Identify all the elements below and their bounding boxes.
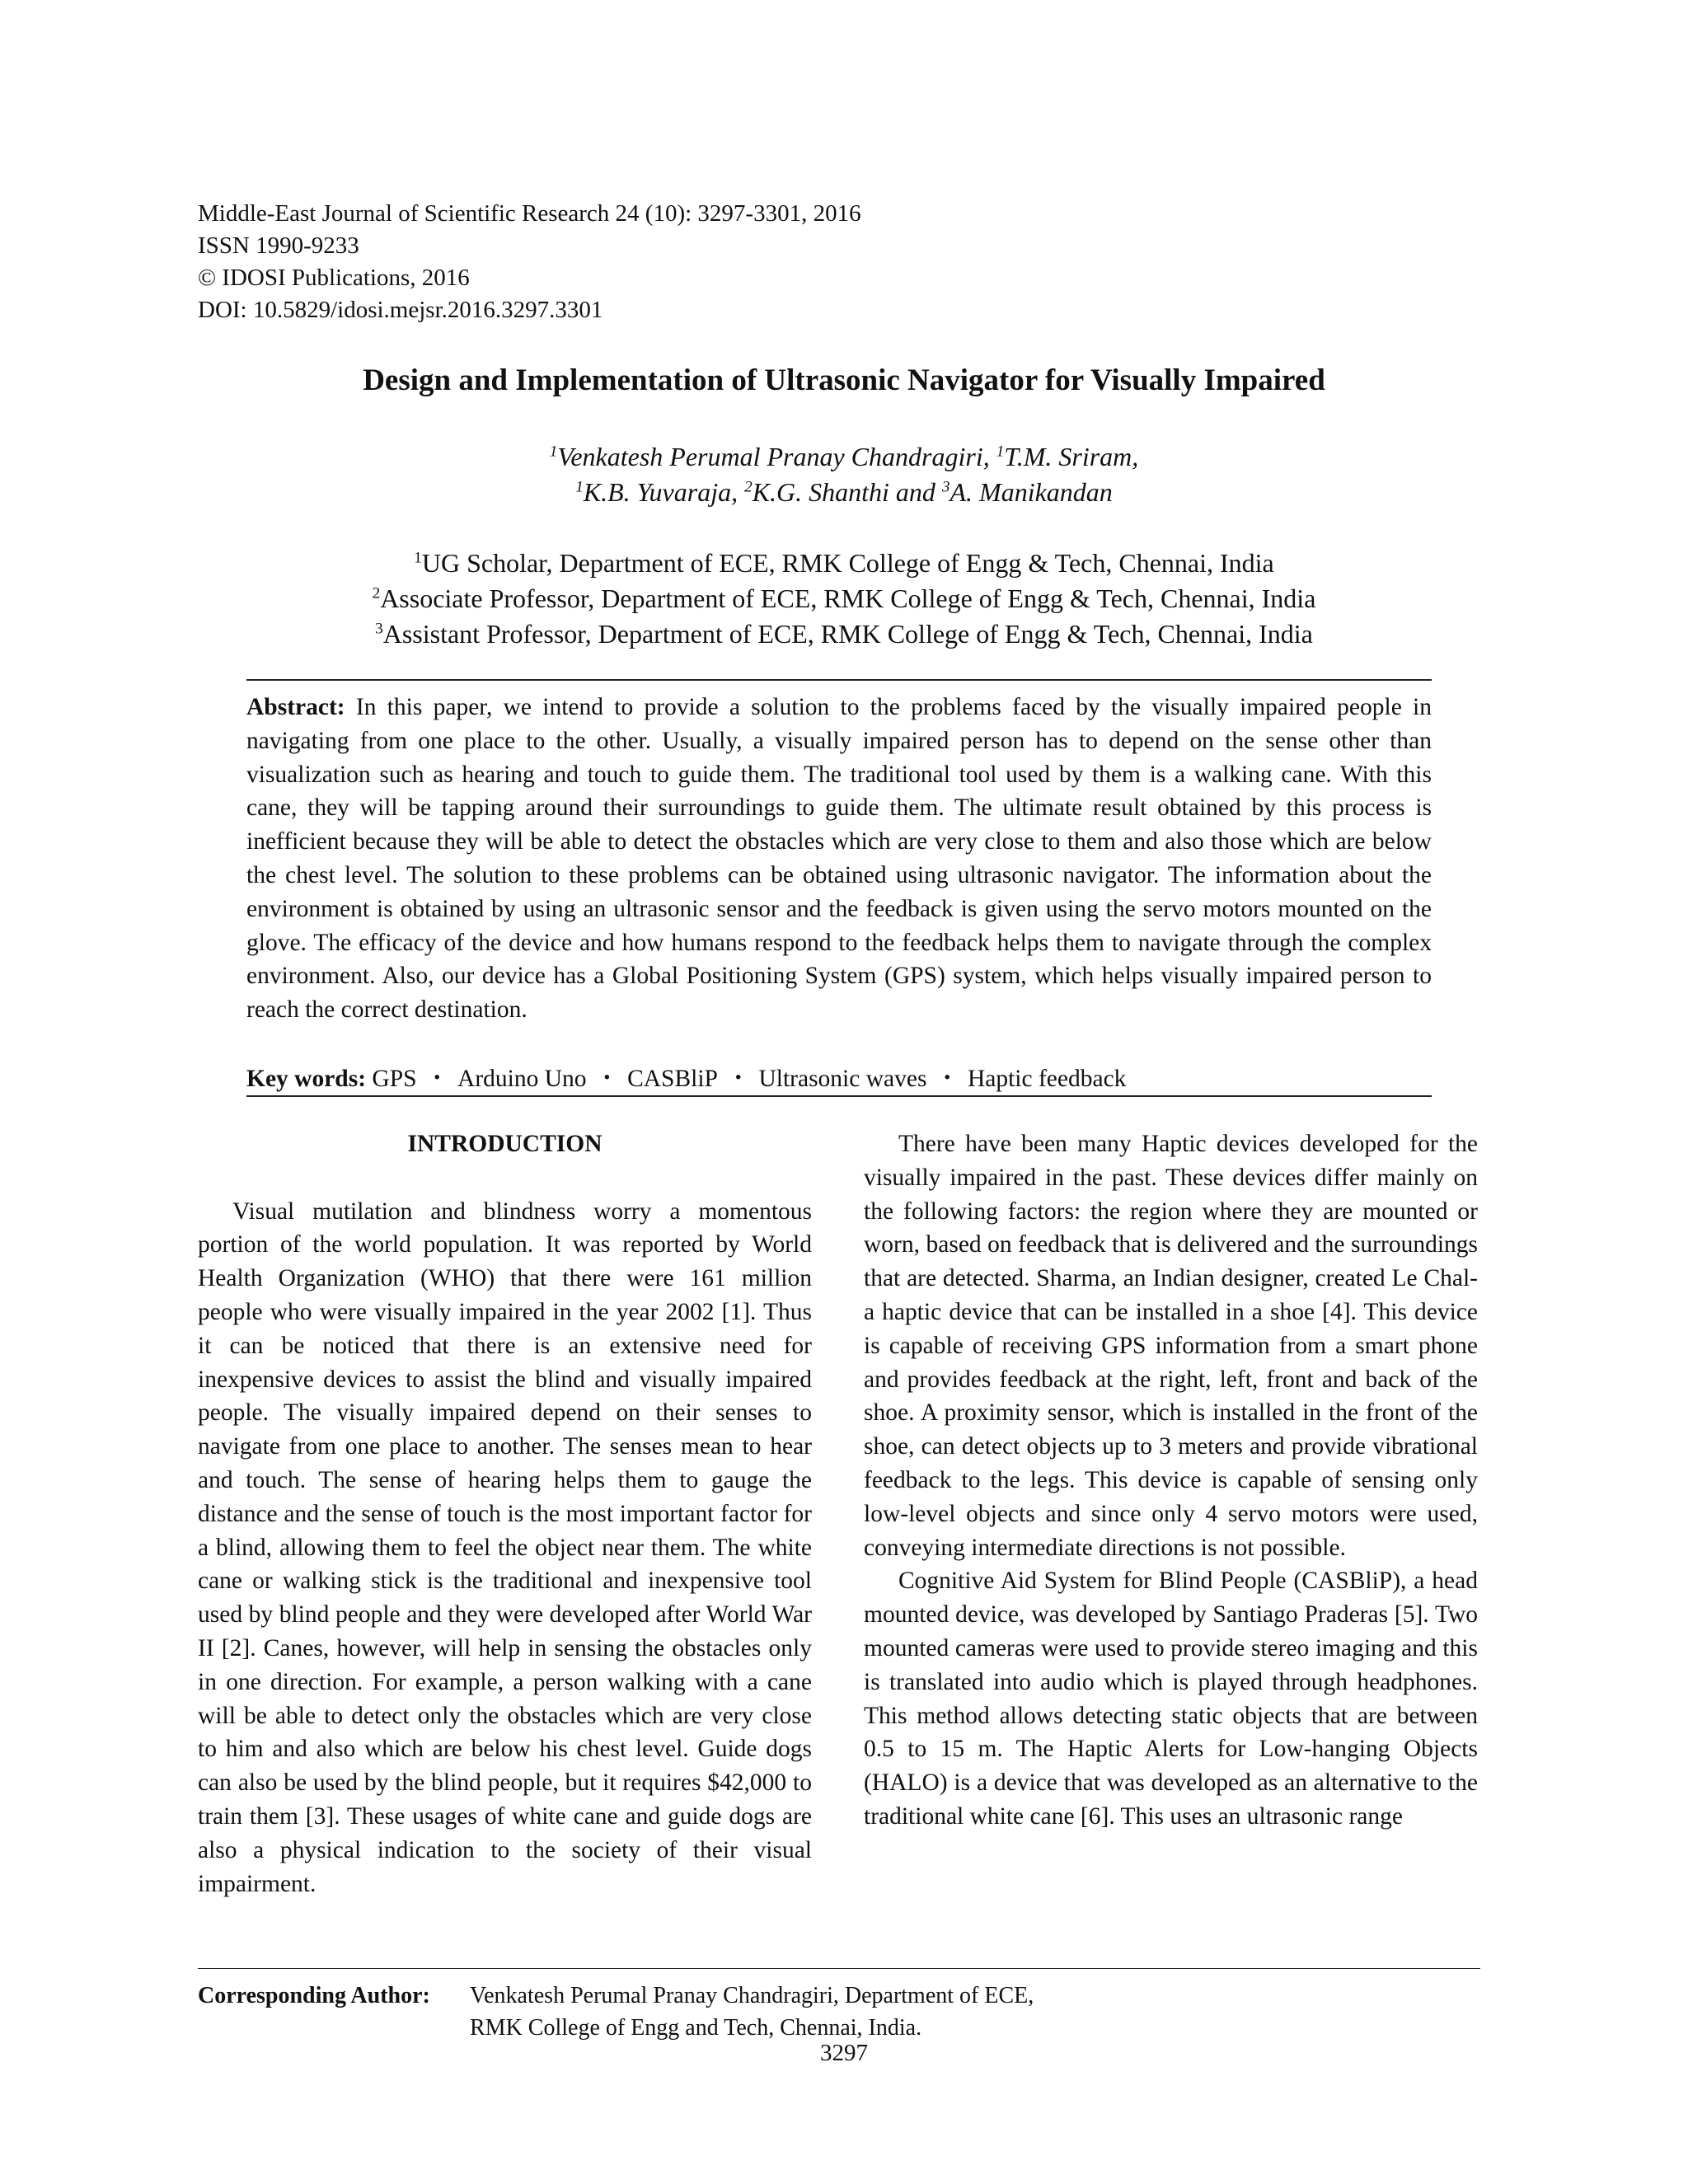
abstract-top-rule <box>246 679 1432 681</box>
affiliation-sup: 1 <box>414 549 422 567</box>
author-name: T.M. Sriram, <box>1004 442 1139 471</box>
doi: DOI: 10.5829/idosi.mejsr.2016.3297.3301 <box>198 297 603 323</box>
section-heading-introduction: INTRODUCTION <box>407 1131 603 1157</box>
author-name: Venkatesh Perumal Pranay Chandragiri, <box>557 442 996 471</box>
abstract <box>246 691 1432 1027</box>
journal-citation: Middle-East Journal of Scientific Research 24 (10): 3297-3301, 2016 <box>198 200 861 227</box>
intro-paragraph: Visual mutilation and blindness worry a momentous portion of the world population. It was reported by World Health Organization (WHO) that there were 161 million people who were visually impaired in the year 2002 [1]. Thus it can be noticed that there is an extensive need for inexpensive devices to assist the blind and visually impaired people. The visually impaired depend on their senses to navigate from one place to another. The senses mean to hear and touch. The sense of hearing helps them to gauge the distance and the sense of touch is the most important factor for a blind, allowing them to feel the object near them. The white cane or walking stick is the traditional and inexpensive tool used by blind people and they were developed after World War II [2]. Canes, however, will help in sensing the obstacles only in one direction. For example, a person walking with a cane will be able to detect only the obstacles which are very close to him and also which are below his chest level. Guide dogs can also be used by the blind people, but it requires $42,000 to train them [3]. These usages of white cane and guide dogs are also a physical indication to the society of their visual impairment. <box>198 1197 812 1897</box>
keyword: GPS <box>372 1066 417 1092</box>
affiliation-list <box>0 546 1688 652</box>
body-paragraph: There have been many Haptic devices developed for the visually impaired in the past. These devices differ mainly on the following factors: the region where they are mounted or worn, based on feedback that is delivered and the surroundings that are detected. Sharma, an Indian designer, created Le Chal- a haptic device that can be installed in a shoe [4]. This device is capable of receiving GPS information from a smart phone and provides feedback at the right, left, front and back of the shoe. A proximity sensor, which is installed in the front of the shoe, can detect objects up to 3 meters and provide vibrational feedback to the legs. This device is capable of sensing only low-level objects and since only 4 servo motors were used, conveying intermediate directions is not possible. <box>864 1131 1478 1561</box>
journal-header <box>198 198 861 326</box>
keyword: CASBliP <box>627 1066 718 1092</box>
author-sup: 1 <box>996 443 1005 461</box>
affiliation-sup: 2 <box>372 584 381 602</box>
footnote-text <box>470 1980 1034 2044</box>
affiliation-1 <box>0 546 1688 581</box>
author-sup: 1 <box>575 478 584 496</box>
keyword-separator: ・ <box>725 1066 751 1092</box>
affiliation-2 <box>0 581 1688 616</box>
right-column <box>864 1127 1478 1834</box>
publisher: © IDOSI Publications, 2016 <box>198 265 470 291</box>
keyword-separator: ・ <box>935 1066 959 1092</box>
body-paragraph: Cognitive Aid System for Blind People (CASBliP), a head mounted device, was developed by Santiago Praderas [5]. Two mounted cameras were used to provide stereo imaging and this is translated into audio which is played through headphones. This method allows detecting static objects that are between 0.5 to 15 m. The Haptic Alerts for Low-hanging Objects (HALO) is a device that was developed as an alternative to the traditional white cane [6]. This uses an ultrasonic range <box>864 1568 1478 1830</box>
keywords-bottom-rule <box>246 1095 1432 1097</box>
keywords-label: Key words: <box>246 1066 367 1092</box>
keyword-separator: ・ <box>594 1066 620 1092</box>
author-name: A. Manikandan <box>950 477 1113 507</box>
affiliation-sup: 3 <box>375 620 383 638</box>
footnote-line-1: Venkatesh Perumal Pranay Chandragiri, Department of ECE, <box>470 1983 1034 2008</box>
abstract-label: Abstract: <box>246 694 345 720</box>
author-name: K.B. Yuvaraja, <box>583 477 745 507</box>
author-list <box>0 439 1688 510</box>
author-sup: 1 <box>549 443 558 461</box>
affiliation-3 <box>0 616 1688 652</box>
author-line-2 <box>0 475 1688 510</box>
footnote-line-2: RMK College of Engg and Tech, Chennai, India. <box>470 2015 922 2041</box>
paper-title: Design and Implementation of Ultrasonic Navigator for Visually Impaired <box>363 363 1325 397</box>
affiliation-text: UG Scholar, Department of ECE, RMK College of Engg & Tech, Chennai, India <box>421 548 1274 578</box>
issn: ISSN 1990-9233 <box>198 232 359 259</box>
author-sup: 2 <box>744 478 753 496</box>
footnote-label: Corresponding Author: <box>198 1983 430 2008</box>
keyword: Arduino Uno <box>457 1066 587 1092</box>
keywords <box>246 1063 1432 1094</box>
affiliation-text: Associate Professor, Department of ECE, RMK College of Engg & Tech, Chennai, India <box>380 583 1316 613</box>
abstract-text: In this paper, we intend to provide a solution to the problems faced by the visually impaired people in navigating from one place to the other. Usually, a visually impaired person has to depend on the sense other than visualization such as hearing and touch to guide them. The traditional tool used by them is a walking cane. With this cane, they will be tapping around their surroundings to guide them. The ultimate result obtained by this process is inefficient because they will be able to detect the obstacles which are very close to them and also those which are below the chest level. The solution to these problems can be obtained using ultrasonic navigator. The information about the environment is obtained by using an ultrasonic sensor and the feedback is given using the servo motors mounted on the glove. The efficacy of the device and how humans respond to the feedback helps them to navigate through the complex environment. Also, our device has a Global Positioning System (GPS) system, which helps visually impaired person to reach the correct destination. <box>246 694 1432 1024</box>
left-column <box>198 1127 812 1900</box>
keyword: Haptic feedback <box>967 1066 1127 1092</box>
author-line-1 <box>0 439 1688 475</box>
affiliation-text: Assistant Professor, Department of ECE, RMK College of Engg & Tech, Chennai, India <box>382 619 1313 649</box>
author-sup: 3 <box>941 478 950 496</box>
keyword: Ultrasonic waves <box>758 1066 927 1092</box>
keyword-separator: ・ <box>424 1066 450 1092</box>
footnote-rule <box>198 1968 1480 1969</box>
page-number: 3297 <box>820 2040 868 2066</box>
author-name: K.G. Shanthi and <box>752 477 942 507</box>
